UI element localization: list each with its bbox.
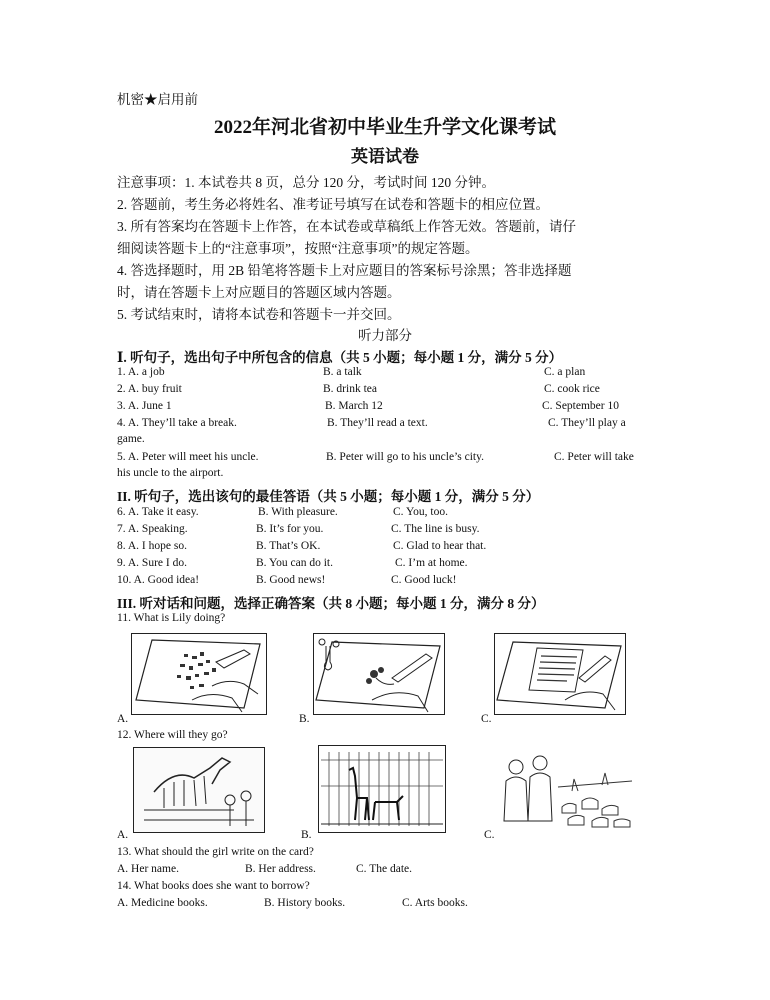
- q8-option-a: 8. A. I hope so.: [117, 540, 187, 552]
- q10-option-c: C. Good luck!: [391, 574, 457, 586]
- q9-option-a: 9. A. Sure I do.: [117, 557, 187, 569]
- q14-option-b: B. History books.: [264, 897, 346, 909]
- q14-question: 14. What books does she want to borrow?: [117, 880, 310, 892]
- q14-option-c: C. Arts books.: [402, 897, 468, 909]
- note-1: 注意事项：1. 本试卷共 8 页，总分 120 分，考试时间 120 分钟。: [117, 175, 495, 190]
- q11-label-b: B.: [299, 713, 310, 725]
- q12-question: 12. Where will they go?: [117, 729, 228, 741]
- q11-picture-a: [131, 633, 267, 715]
- q7-option-a: 7. A. Speaking.: [117, 523, 188, 535]
- note-3a: 3. 所有答案均在答题卡上作答，在本试卷或草稿纸上作答无效。答题前，请仔: [117, 219, 576, 234]
- q12-label-b: B.: [301, 829, 312, 841]
- q5-option-a: 5. A. Peter will meet his uncle.: [117, 451, 259, 463]
- q9-option-b: B. You can do it.: [256, 557, 333, 569]
- note-3b: 细阅读答题卡上的“注意事项”，按照“注意事项”的规定答题。: [117, 241, 479, 256]
- q2-option-a: 2. A. buy fruit: [117, 383, 182, 395]
- q12-label-a: A.: [117, 829, 129, 841]
- q2-option-b: B. drink tea: [323, 383, 377, 395]
- q9-option-c: C. I’m at home.: [395, 557, 468, 569]
- q11-picture-b: [313, 633, 445, 715]
- q6-option-a: 6. A. Take it easy.: [117, 506, 199, 518]
- q12-label-c: C.: [484, 829, 495, 841]
- q2-option-c: C. cook rice: [544, 383, 600, 395]
- q12-picture-b: [318, 745, 446, 833]
- section3-title: III. 听对话和问题，选择正确答案（共 8 小题；每小题 1 分，满分 8 分）: [117, 596, 545, 611]
- section1-title: Ⅰ. 听句子，选出句子中所包含的信息（共 5 小题；每小题 1 分，满分 5 分）: [117, 350, 563, 365]
- exam-title: 2022年河北省初中毕业生升学文化课考试: [213, 117, 556, 138]
- q12-picture-c: [502, 751, 634, 831]
- q4-option-a: 4. A. They’ll take a break.: [117, 417, 237, 429]
- q13-option-c: C. The date.: [356, 863, 412, 875]
- q7-option-c: C. The line is busy.: [391, 523, 480, 535]
- q14-option-a: A. Medicine books.: [117, 897, 208, 909]
- q1-option-b: B. a talk: [323, 366, 362, 378]
- q4-option-c-wrap: game.: [117, 433, 145, 445]
- section2-title: II. 听句子，选出该句的最佳答语（共 5 小题；每小题 1 分，满分 5 分）: [117, 489, 540, 504]
- q8-option-c: C. Glad to hear that.: [393, 540, 487, 552]
- q11-label-c: C.: [481, 713, 492, 725]
- q13-option-b: B. Her address.: [245, 863, 316, 875]
- q13-option-a: A. Her name.: [117, 863, 179, 875]
- q1-option-c: C. a plan: [544, 366, 586, 378]
- q6-option-c: C. You, too.: [393, 506, 448, 518]
- q5-option-b: B. Peter will go to his uncle’s city.: [326, 451, 485, 463]
- note-4a: 4. 答选择题时，用 2B 铅笔将答题卡上对应题目的答案标号涂黑；答非选择题: [117, 263, 572, 278]
- q11-question: 11. What is Lily doing?: [117, 612, 226, 624]
- q3-option-a: 3. A. June 1: [117, 400, 172, 412]
- q3-option-c: C. September 10: [542, 400, 619, 412]
- q3-option-b: B. March 12: [325, 400, 383, 412]
- note-2: 2. 答题前，考生务必将姓名、准考证号填写在试卷和答题卡的相应位置。: [117, 197, 549, 212]
- secret-label: 机密★启用前: [117, 92, 198, 107]
- q4-option-c: C. They’ll play a: [548, 417, 626, 429]
- note-5: 5. 考试结束时，请将本试卷和答题卡一并交回。: [117, 307, 401, 322]
- q13-question: 13. What should the girl write on the card?: [117, 846, 314, 858]
- note-4b: 时，请在答题卡上对应题目的答题区域内答题。: [117, 285, 401, 300]
- q11-picture-c: [494, 633, 626, 715]
- q6-option-b: B. With pleasure.: [258, 506, 338, 518]
- q5-option-c-wrap: his uncle to the airport.: [117, 467, 224, 479]
- q1-option-a: 1. A. a job: [117, 366, 165, 378]
- q7-option-b: B. It’s for you.: [256, 523, 324, 535]
- q12-picture-a: [133, 747, 265, 833]
- q5-option-c: C. Peter will take: [554, 451, 634, 463]
- q11-label-a: A.: [117, 713, 129, 725]
- q8-option-b: B. That’s OK.: [256, 540, 321, 552]
- q10-option-b: B. Good news!: [256, 574, 326, 586]
- exam-subtitle: 英语试卷: [351, 147, 419, 166]
- q10-option-a: 10. A. Good idea!: [117, 574, 200, 586]
- listening-title: 听力部分: [358, 328, 412, 343]
- q4-option-b: B. They’ll read a text.: [327, 417, 428, 429]
